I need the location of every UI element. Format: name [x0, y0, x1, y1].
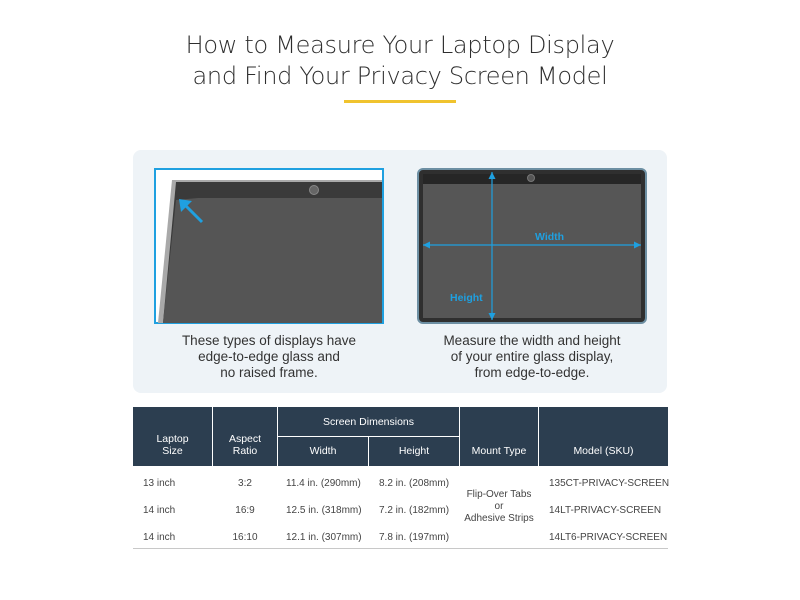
cell-size: 13 inch	[143, 478, 176, 489]
cell-ratio: 3:2	[238, 478, 252, 489]
right-caption	[402, 333, 662, 381]
webcam-icon	[528, 175, 535, 182]
header-laptop-size: Laptop Size	[156, 433, 189, 457]
cell-model: 14LT-PRIVACY-SCREEN	[549, 505, 662, 516]
left-caption	[139, 333, 399, 381]
cell-width: 12.1 in. (307mm)	[286, 532, 362, 543]
cell-size: 14 inch	[143, 532, 176, 543]
header-mount-type: Mount Type	[471, 445, 527, 457]
header-height: Height	[398, 445, 430, 457]
width-label: Width	[535, 231, 565, 243]
header-screen-dimensions: Screen Dimensions	[322, 416, 415, 428]
header-width: Width	[309, 445, 337, 457]
header-aspect-ratio: Aspect Ratio	[228, 433, 262, 457]
title-underline	[344, 100, 456, 103]
left-caption-line: no raised frame.	[220, 365, 318, 380]
header-model: Model (SKU)	[573, 445, 634, 457]
measure-illustration	[417, 168, 647, 324]
table-header	[133, 407, 668, 466]
edge-glass-illustration	[154, 168, 384, 324]
left-caption-line: edge-to-edge glass and	[198, 349, 340, 364]
cell-size: 14 inch	[143, 505, 176, 516]
cell-height: 8.2 in. (208mm)	[379, 478, 450, 489]
height-label: Height	[450, 292, 483, 304]
right-caption-line: from edge-to-edge.	[474, 365, 590, 380]
title-line-1: How to Measure Your Laptop Display	[185, 31, 615, 59]
right-caption-line: of your entire glass display,	[450, 349, 614, 364]
cell-height: 7.8 in. (197mm)	[379, 532, 450, 543]
right-caption-line: Measure the width and height	[443, 333, 621, 348]
webcam-icon	[310, 186, 319, 195]
cell-width: 11.4 in. (290mm)	[286, 478, 361, 489]
cell-model: 14LT6-PRIVACY-SCREEN	[549, 532, 668, 543]
table-bottom-rule	[133, 548, 668, 549]
cell-mount-type: Flip-Over Tabs or Adhesive Strips	[464, 489, 534, 524]
cell-height: 7.2 in. (182mm)	[379, 505, 450, 516]
page-title	[0, 30, 800, 92]
left-caption-line: These types of displays have	[181, 333, 357, 348]
title-line-2: and Find Your Privacy Screen Model	[192, 62, 608, 90]
cell-ratio: 16:9	[235, 505, 255, 516]
cell-width: 12.5 in. (318mm)	[286, 505, 362, 516]
cell-ratio: 16:10	[232, 532, 258, 543]
cell-model: 135CT-PRIVACY-SCREEN	[549, 478, 670, 489]
